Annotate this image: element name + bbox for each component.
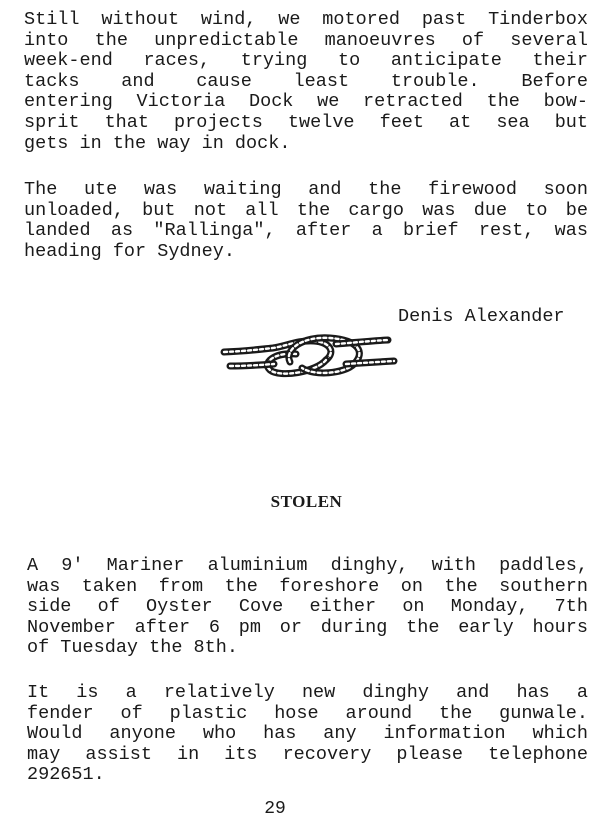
text-line: may assist in its recovery please telephone: [27, 743, 588, 765]
section-title: STOLEN: [270, 492, 343, 511]
text-line: 292651.: [27, 764, 105, 786]
notice-paragraph-2: [27, 683, 588, 786]
text-line: fender of plastic hose around the gunwale.: [27, 702, 588, 724]
text-line: A 9' Mariner aluminium dinghy, with paddles,: [27, 555, 588, 576]
text-line: The ute was waiting and the firewood soon: [24, 179, 588, 200]
text-line: Would anyone who has any information which: [27, 723, 588, 745]
text-line: unloaded, but not all the cargo was due to be: [24, 199, 588, 221]
text-line: week-end races, trying to anticipate their: [24, 50, 588, 72]
text-line: gets in the way in dock.: [24, 132, 291, 154]
author-signature: Denis Alexander: [398, 306, 565, 327]
text-line: November after 6 pm or during the early hours: [27, 616, 588, 638]
article-paragraph-2: [24, 180, 588, 262]
text-line: into the unpredictable manoeuvres of several: [24, 29, 588, 51]
text-line: sprit that projects twelve feet at sea but: [24, 111, 588, 133]
text-line: entering Victoria Dock we retracted the bow-: [24, 91, 588, 113]
page-number: 29: [264, 799, 286, 819]
text-line: landed as "Rallinga", after a brief rest, was: [24, 220, 588, 242]
text-line: heading for Sydney.: [24, 240, 235, 262]
article-paragraph-1: [24, 10, 588, 154]
text-line: tacks and cause least trouble. Before: [24, 70, 588, 92]
reef-knot-icon: [218, 330, 398, 388]
notice-paragraph-1: [27, 556, 588, 659]
text-line: was taken from the foreshore on the southern: [27, 575, 588, 597]
text-line: side of Oyster Cove either on Monday, 7th: [27, 596, 588, 618]
text-line: Still without wind, we motored past Tinderbox: [24, 9, 588, 30]
text-line: of Tuesday the 8th.: [27, 637, 238, 659]
text-line: It is a relatively new dinghy and has a: [27, 682, 588, 703]
